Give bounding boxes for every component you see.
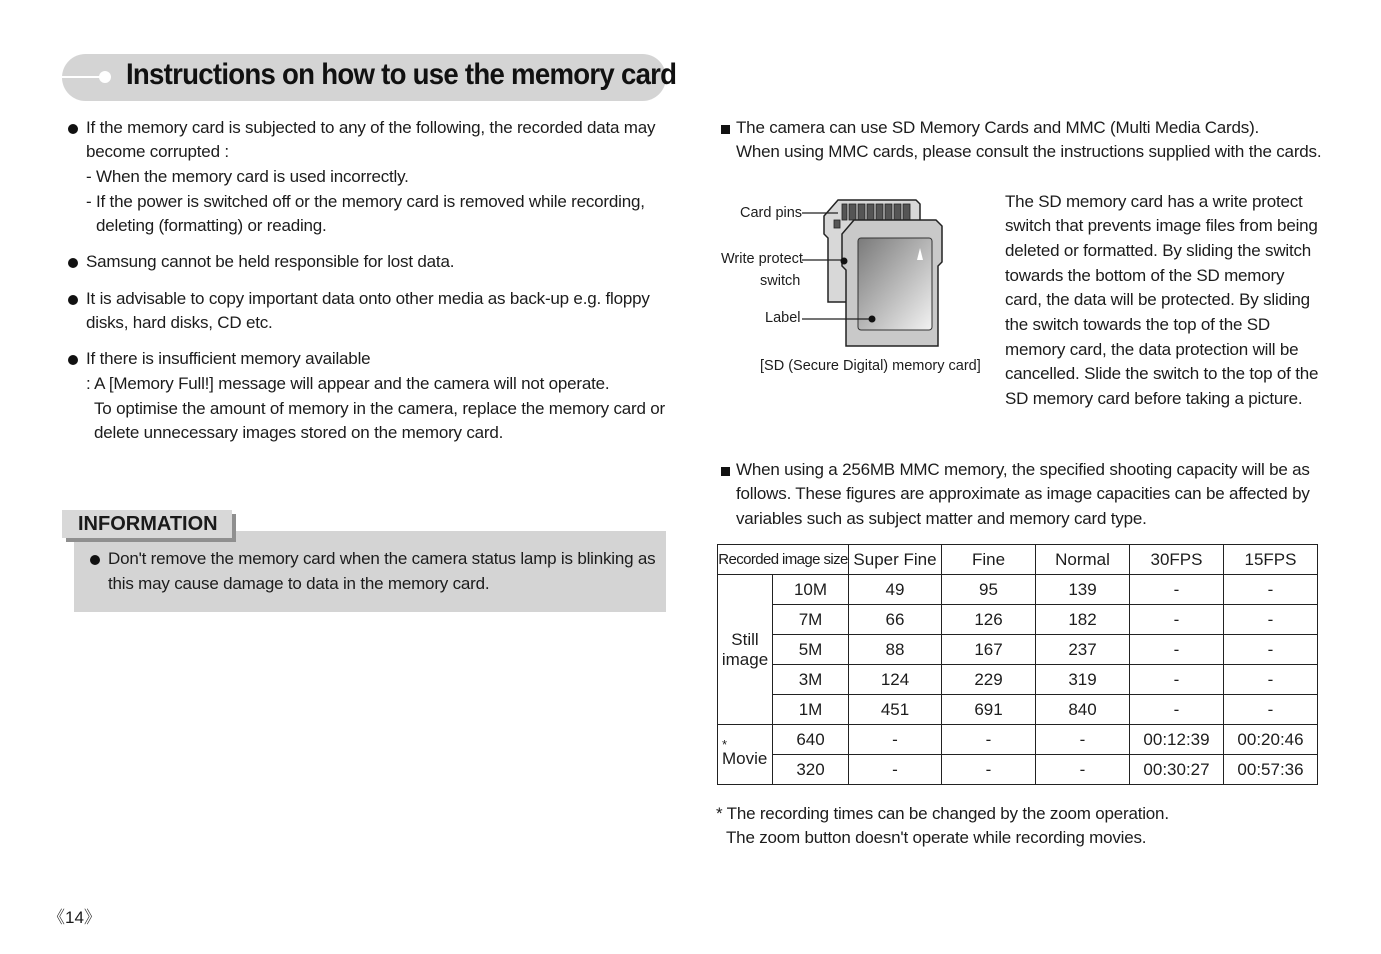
table-cell: 139	[1036, 575, 1130, 605]
bullet-4-line-1: If there is insufficient memory available	[86, 349, 371, 368]
table-row	[718, 575, 1318, 605]
table-row	[718, 665, 1318, 695]
bullet-square-icon	[721, 125, 730, 134]
table-cell: 691	[942, 695, 1036, 725]
table-cell: -	[942, 755, 1036, 785]
bullet-dot-icon	[68, 355, 78, 365]
sd-intro-line-2: When using MMC cards, please consult the instructions supplied with the cards.	[736, 142, 1322, 161]
movie-group-cell	[718, 725, 773, 785]
write-protect-label: Write protect	[721, 251, 803, 267]
bullet-2: Samsung cannot be held responsible for lost data.	[86, 252, 455, 271]
footnote-line-1: * The recording times can be changed by the zoom operation.	[716, 804, 1169, 823]
sd-card-diagram	[716, 190, 996, 390]
table-cell: 319	[1036, 665, 1130, 695]
table-header-cell: Fine	[942, 545, 1036, 575]
table-cell: 49	[849, 575, 942, 605]
movie-asterisk: *	[722, 736, 728, 752]
table-cell: 00:20:46	[1224, 725, 1318, 755]
table-cell: -	[1130, 665, 1224, 695]
table-cell: -	[1224, 605, 1318, 635]
bullet-4-line-4: delete unnecessary images stored on the memory card.	[94, 423, 504, 442]
page-number: 《14》	[48, 908, 101, 927]
information-line-2: this may cause damage to data in the memory card.	[108, 574, 490, 593]
bullet-square-icon	[721, 467, 730, 476]
sd-paragraph-line: deleted or formatted. By sliding the switch	[1005, 241, 1312, 260]
table-cell: -	[849, 725, 942, 755]
bullet-dot-icon	[68, 258, 78, 268]
bullet-1-line-1: If the memory card is subjected to any of the following, the recorded data may	[86, 118, 656, 137]
table-cell: 126	[942, 605, 1036, 635]
mmc-line-3: variables such as subject matter and memory card type.	[736, 509, 1147, 528]
title-line-decoration	[62, 76, 102, 78]
table-cell: -	[1036, 725, 1130, 755]
information-line-1: Don't remove the memory card when the camera status lamp is blinking as	[108, 549, 656, 568]
table-cell: -	[1130, 605, 1224, 635]
mmc-line-2: follows. These figures are approximate as image capacities can be affected by	[736, 484, 1310, 503]
bullet-4-line-2: : A [Memory Full!] message will appear and the camera will not operate.	[86, 374, 610, 393]
table-cell: -	[1224, 695, 1318, 725]
table-cell: 88	[849, 635, 942, 665]
mmc-line-1: When using a 256MB MMC memory, the specified shooting capacity will be as	[736, 460, 1310, 479]
sd-paragraph-line: SD memory card before taking a picture.	[1005, 389, 1303, 408]
table-header-cell: 30FPS	[1130, 545, 1224, 575]
table-cell: 451	[849, 695, 942, 725]
table-row	[718, 725, 1318, 755]
table-cell: -	[1130, 575, 1224, 605]
table-cell: 00:12:39	[1130, 725, 1224, 755]
table-cell: -	[849, 755, 942, 785]
page-title: Instructions on how to use the memory card	[126, 58, 677, 91]
sd-paragraph-line: cancelled. Slide the switch to the top of the	[1005, 364, 1319, 383]
table-cell: -	[942, 725, 1036, 755]
sd-paragraph-line: card, the data will be protected. By sliding	[1005, 290, 1310, 309]
table-header-cell: Super Fine	[849, 545, 942, 575]
still-image-group-cell	[718, 575, 773, 725]
movie-label: Movie	[722, 748, 768, 768]
title-dot-icon	[99, 71, 111, 83]
table-cell: 167	[942, 635, 1036, 665]
table-header-cell: Recorded image size	[718, 545, 849, 575]
table-header-cell: 15FPS	[1224, 545, 1318, 575]
still-label-line-2: image	[721, 649, 769, 669]
table-cell: 320	[773, 755, 849, 785]
label-label: Label	[765, 310, 801, 326]
bullet-1-sub-2-line-2: deleting (formatting) or reading.	[96, 216, 327, 235]
table-row	[718, 605, 1318, 635]
sd-paragraph-line: towards the bottom of the SD memory	[1005, 266, 1285, 285]
table-header-row	[718, 545, 1318, 575]
table-cell: 66	[849, 605, 942, 635]
table-cell: -	[1224, 575, 1318, 605]
table-header-cell: Normal	[1036, 545, 1130, 575]
table-cell: 00:30:27	[1130, 755, 1224, 785]
table-cell: -	[1036, 755, 1130, 785]
information-label: INFORMATION	[62, 510, 232, 538]
table-cell: 95	[942, 575, 1036, 605]
table-cell: 3M	[773, 665, 849, 695]
card-pins-label: Card pins	[740, 205, 803, 221]
bullet-3-line-1: It is advisable to copy important data onto other media as back-up e.g. floppy	[86, 289, 650, 308]
table-cell: 10M	[773, 575, 849, 605]
bullet-dot-icon	[90, 555, 100, 565]
table-cell: 229	[942, 665, 1036, 695]
table-row	[718, 755, 1318, 785]
table-cell: 840	[1036, 695, 1130, 725]
diagram-caption: [SD (Secure Digital) memory card]	[760, 358, 981, 374]
still-label-line-1: Still	[731, 629, 759, 649]
table-cell: 1M	[773, 695, 849, 725]
bullet-1-line-2: become corrupted :	[86, 142, 229, 161]
table-cell: -	[1130, 635, 1224, 665]
bullet-dot-icon	[68, 295, 78, 305]
table-cell: -	[1224, 635, 1318, 665]
table-row	[718, 635, 1318, 665]
table-cell: 237	[1036, 635, 1130, 665]
sd-paragraph-line: the switch towards the top of the SD	[1005, 315, 1270, 334]
table-cell: 640	[773, 725, 849, 755]
table-cell: 00:57:36	[1224, 755, 1318, 785]
table-cell: -	[1224, 665, 1318, 695]
bullet-4-line-3: To optimise the amount of memory in the camera, replace the memory card or	[94, 399, 666, 418]
table-cell: 7M	[773, 605, 849, 635]
table-cell: 182	[1036, 605, 1130, 635]
bullet-1-sub-1: - When the memory card is used incorrectly.	[86, 167, 409, 186]
sd-intro-line-1: The camera can use SD Memory Cards and MMC (Multi Media Cards).	[736, 118, 1260, 137]
bullet-1-sub-2-line-1: - If the power is switched off or the memory card is removed while recording,	[86, 192, 645, 211]
table-cell: 124	[849, 665, 942, 695]
table-cell: 5M	[773, 635, 849, 665]
sd-paragraph-line: switch that prevents image files from being	[1005, 216, 1318, 235]
table-cell: -	[1130, 695, 1224, 725]
table-row	[718, 695, 1318, 725]
switch-label: switch	[760, 273, 801, 289]
sd-paragraph-line: The SD memory card has a write protect	[1005, 192, 1303, 211]
sd-paragraph-line: memory card, the data protection will be	[1005, 340, 1299, 359]
bullet-3-line-2: disks, hard disks, CD etc.	[86, 313, 273, 332]
bullet-dot-icon	[68, 124, 78, 134]
footnote-line-2: The zoom button doesn't operate while recording movies.	[726, 828, 1147, 847]
shooting-capacity-table	[717, 544, 1318, 785]
